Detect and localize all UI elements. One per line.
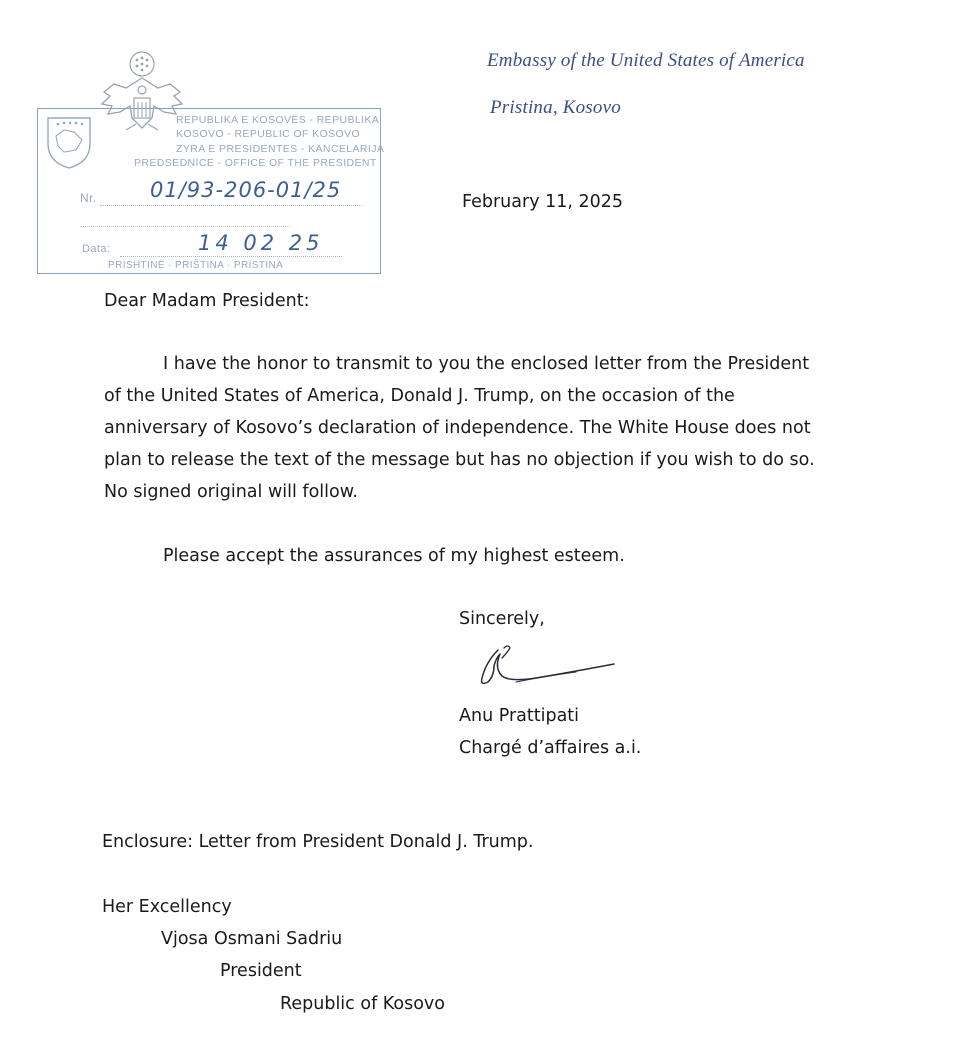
stamp-line-3: ZYRA E PRESIDENTES - KANCELARIJA [176, 143, 385, 155]
body-line: I have the honor to transmit to you the enclosed letter from the President [163, 354, 810, 374]
stamp-city-line: PRISHTINË · PRIŠTINA · PRISTINA [108, 260, 284, 271]
address-line-2: Vjosa Osmani Sadriu [161, 929, 343, 949]
address-line-4: Republic of Kosovo [280, 994, 445, 1014]
signature-icon [476, 642, 622, 690]
stamp-date-label-icon: Data: [82, 243, 111, 255]
signer-name: Anu Prattipati [459, 706, 580, 726]
body-paragraph [104, 348, 884, 508]
stamp-date-rule [120, 256, 342, 257]
body-line: plan to release the text of the message but has no objection if you wish to do so. [104, 450, 815, 470]
salutation: Dear Madam President: [104, 291, 310, 311]
embassy-city: Pristina, Kosovo [490, 97, 621, 118]
stamp-number-label-icon: Nr. [80, 191, 97, 205]
body-line: anniversary of Kosovo’s declaration of independence. The White House does not [104, 418, 811, 438]
enclosure-note: Enclosure: Letter from President Donald J. Trump. [102, 832, 534, 852]
stamp-line-4: PREDSEDNICE - OFFICE OF THE PRESIDENT [134, 157, 377, 169]
stamp-number-rule [100, 205, 362, 206]
stamp-blank-rule [80, 226, 290, 227]
signer-title: Chargé d’affaires a.i. [459, 738, 642, 758]
closing-paragraph: Please accept the assurances of my highest esteem. [163, 546, 625, 566]
embassy-name: Embassy of the United States of America [487, 50, 805, 71]
body-line: of the United States of America, Donald J. Trump, on the occasion of the [104, 386, 735, 406]
stamp-line-1: REPUBLIKA E KOSOVËS - REPUBLIKA [176, 114, 380, 126]
address-line-1: Her Excellency [102, 897, 232, 917]
letter-date: February 11, 2025 [462, 192, 624, 212]
stamp-line-2: KOSOVO - REPUBLIC OF KOSOVO [176, 128, 361, 140]
body-line: No signed original will follow. [104, 482, 358, 502]
received-date: 14 02 25 [198, 231, 324, 255]
address-line-3: President [220, 961, 302, 981]
closing: Sincerely, [459, 609, 545, 629]
protocol-number: 01/93-206-01/25 [150, 178, 342, 202]
kosovo-emblem-icon [44, 114, 94, 170]
